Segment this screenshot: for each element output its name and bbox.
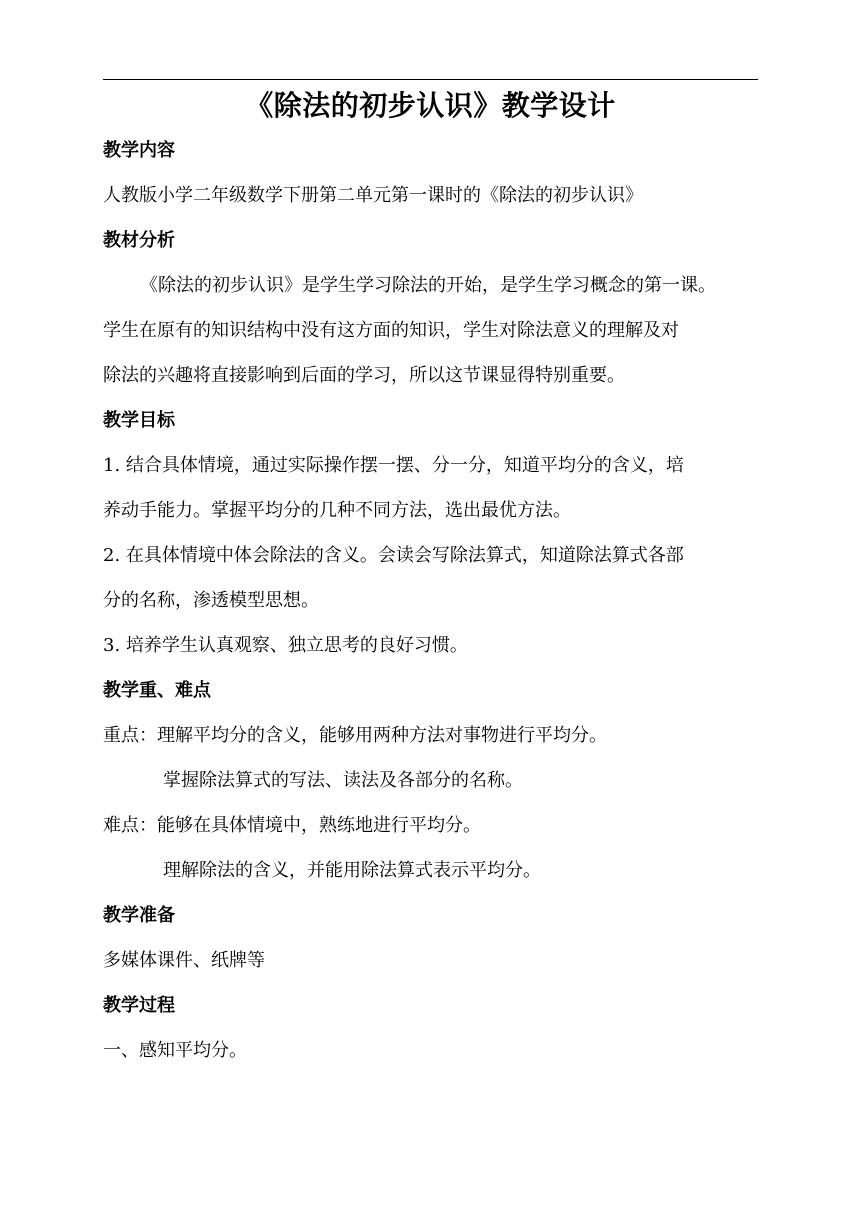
goal-line-3: 2. 在具体情境中体会除法的含义。会读会写除法算式，知道除法算式各部 [103, 545, 684, 566]
document-title: 《除法的初步认识》教学设计 [245, 89, 616, 122]
content-text: 人教版小学二年级数学下册第二单元第一课时的《除法的初步认识》 [103, 185, 643, 206]
heading-key-points: 教学重、难点 [103, 680, 211, 701]
header-rule [103, 79, 758, 80]
difficulty-line-2: 理解除法的含义，并能用除法算式表示平均分。 [163, 860, 541, 881]
key-point-line-2: 掌握除法算式的写法、读法及各部分的名称。 [163, 770, 523, 791]
preparation-text: 多媒体课件、纸牌等 [103, 950, 265, 971]
process-text: 一、感知平均分。 [103, 1040, 247, 1061]
heading-analysis: 教材分析 [103, 230, 175, 251]
heading-preparation: 教学准备 [103, 905, 175, 926]
goal-line-1: 1. 结合具体情境，通过实际操作摆一摆、分一分，知道平均分的含义，培 [103, 455, 684, 476]
analysis-line-3: 除法的兴趣将直接影响到后面的学习，所以这节课显得特别重要。 [103, 365, 625, 386]
heading-goals: 教学目标 [103, 410, 175, 431]
heading-process: 教学过程 [103, 995, 175, 1016]
goal-line-4: 分的名称，渗透模型思想。 [103, 590, 319, 611]
analysis-line-2: 学生在原有的知识结构中没有这方面的知识，学生对除法意义的理解及对 [103, 320, 679, 341]
analysis-line-1: 《除法的初步认识》是学生学习除法的开始，是学生学习概念的第一课。 [140, 275, 716, 296]
goal-line-5: 3. 培养学生认真观察、独立思考的良好习惯。 [103, 635, 468, 656]
key-point-line-1: 重点：理解平均分的含义，能够用两种方法对事物进行平均分。 [103, 725, 607, 746]
difficulty-line-1: 难点：能够在具体情境中，熟练地进行平均分。 [103, 815, 481, 836]
goal-line-2: 养动手能力。掌握平均分的几种不同方法，选出最优方法。 [103, 500, 571, 521]
heading-content: 教学内容 [103, 140, 175, 161]
